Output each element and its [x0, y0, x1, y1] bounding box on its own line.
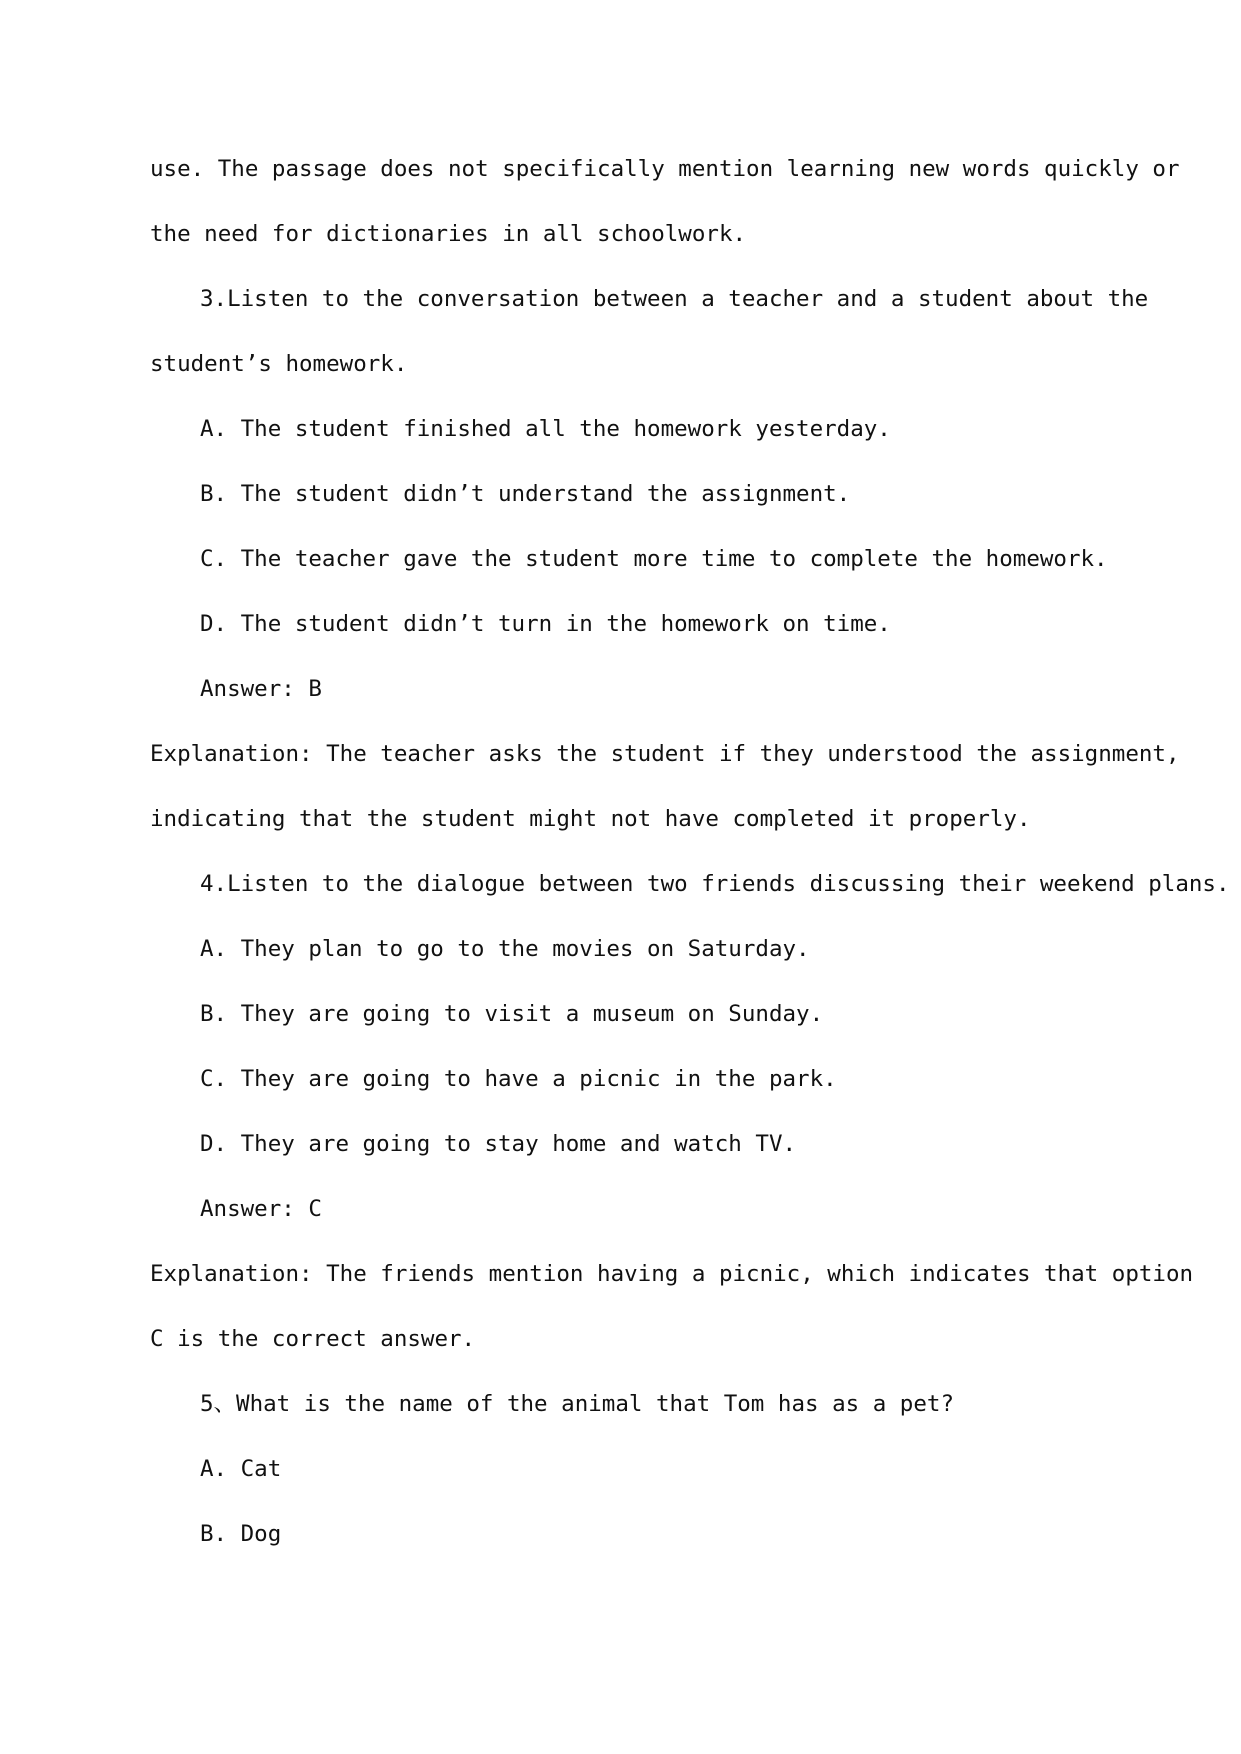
text-line: use. The passage does not specifically mention learning new words quickly or: [150, 156, 1180, 182]
text-line: indicating that the student might not have completed it properly.: [150, 806, 1031, 832]
text-line: student’s homework.: [150, 351, 408, 377]
text-line: the need for dictionaries in all schoolwork.: [150, 221, 747, 247]
document-page: [150, 137, 1230, 1567]
question-3-prompt: 3.Listen to the conversation between a teacher and a student about the: [200, 286, 1149, 312]
question-3-option-b: B. The student didn’t understand the assignment.: [200, 481, 851, 507]
question-5-option-a: A. Cat: [200, 1456, 282, 1482]
question-4-prompt: 4.Listen to the dialogue between two friends discussing their weekend plans.: [200, 871, 1230, 897]
question-4-option-a: A. They plan to go to the movies on Saturday.: [200, 936, 810, 962]
question-5-prompt: 5、What is the name of the animal that Tom has as a pet?: [200, 1391, 954, 1417]
question-3-option-d: D. The student didn’t turn in the homework on time.: [200, 611, 891, 637]
question-4-explanation: Explanation: The friends mention having a picnic, which indicates that option: [150, 1261, 1194, 1287]
question-4-option-d: D. They are going to stay home and watch TV.: [200, 1131, 797, 1157]
question-3-option-c: C. The teacher gave the student more time to complete the homework.: [200, 546, 1108, 572]
text-line: C is the correct answer.: [150, 1326, 476, 1352]
question-3-explanation: Explanation: The teacher asks the student if they understood the assignment,: [150, 741, 1180, 767]
question-4-answer: Answer: C: [200, 1196, 322, 1222]
question-3-option-a: A. The student finished all the homework yesterday.: [200, 416, 891, 442]
question-4-option-b: B. They are going to visit a museum on Sunday.: [200, 1001, 824, 1027]
question-3-answer: Answer: B: [200, 676, 322, 702]
question-4-option-c: C. They are going to have a picnic in the park.: [200, 1066, 837, 1092]
question-5-option-b: B. Dog: [200, 1521, 282, 1547]
